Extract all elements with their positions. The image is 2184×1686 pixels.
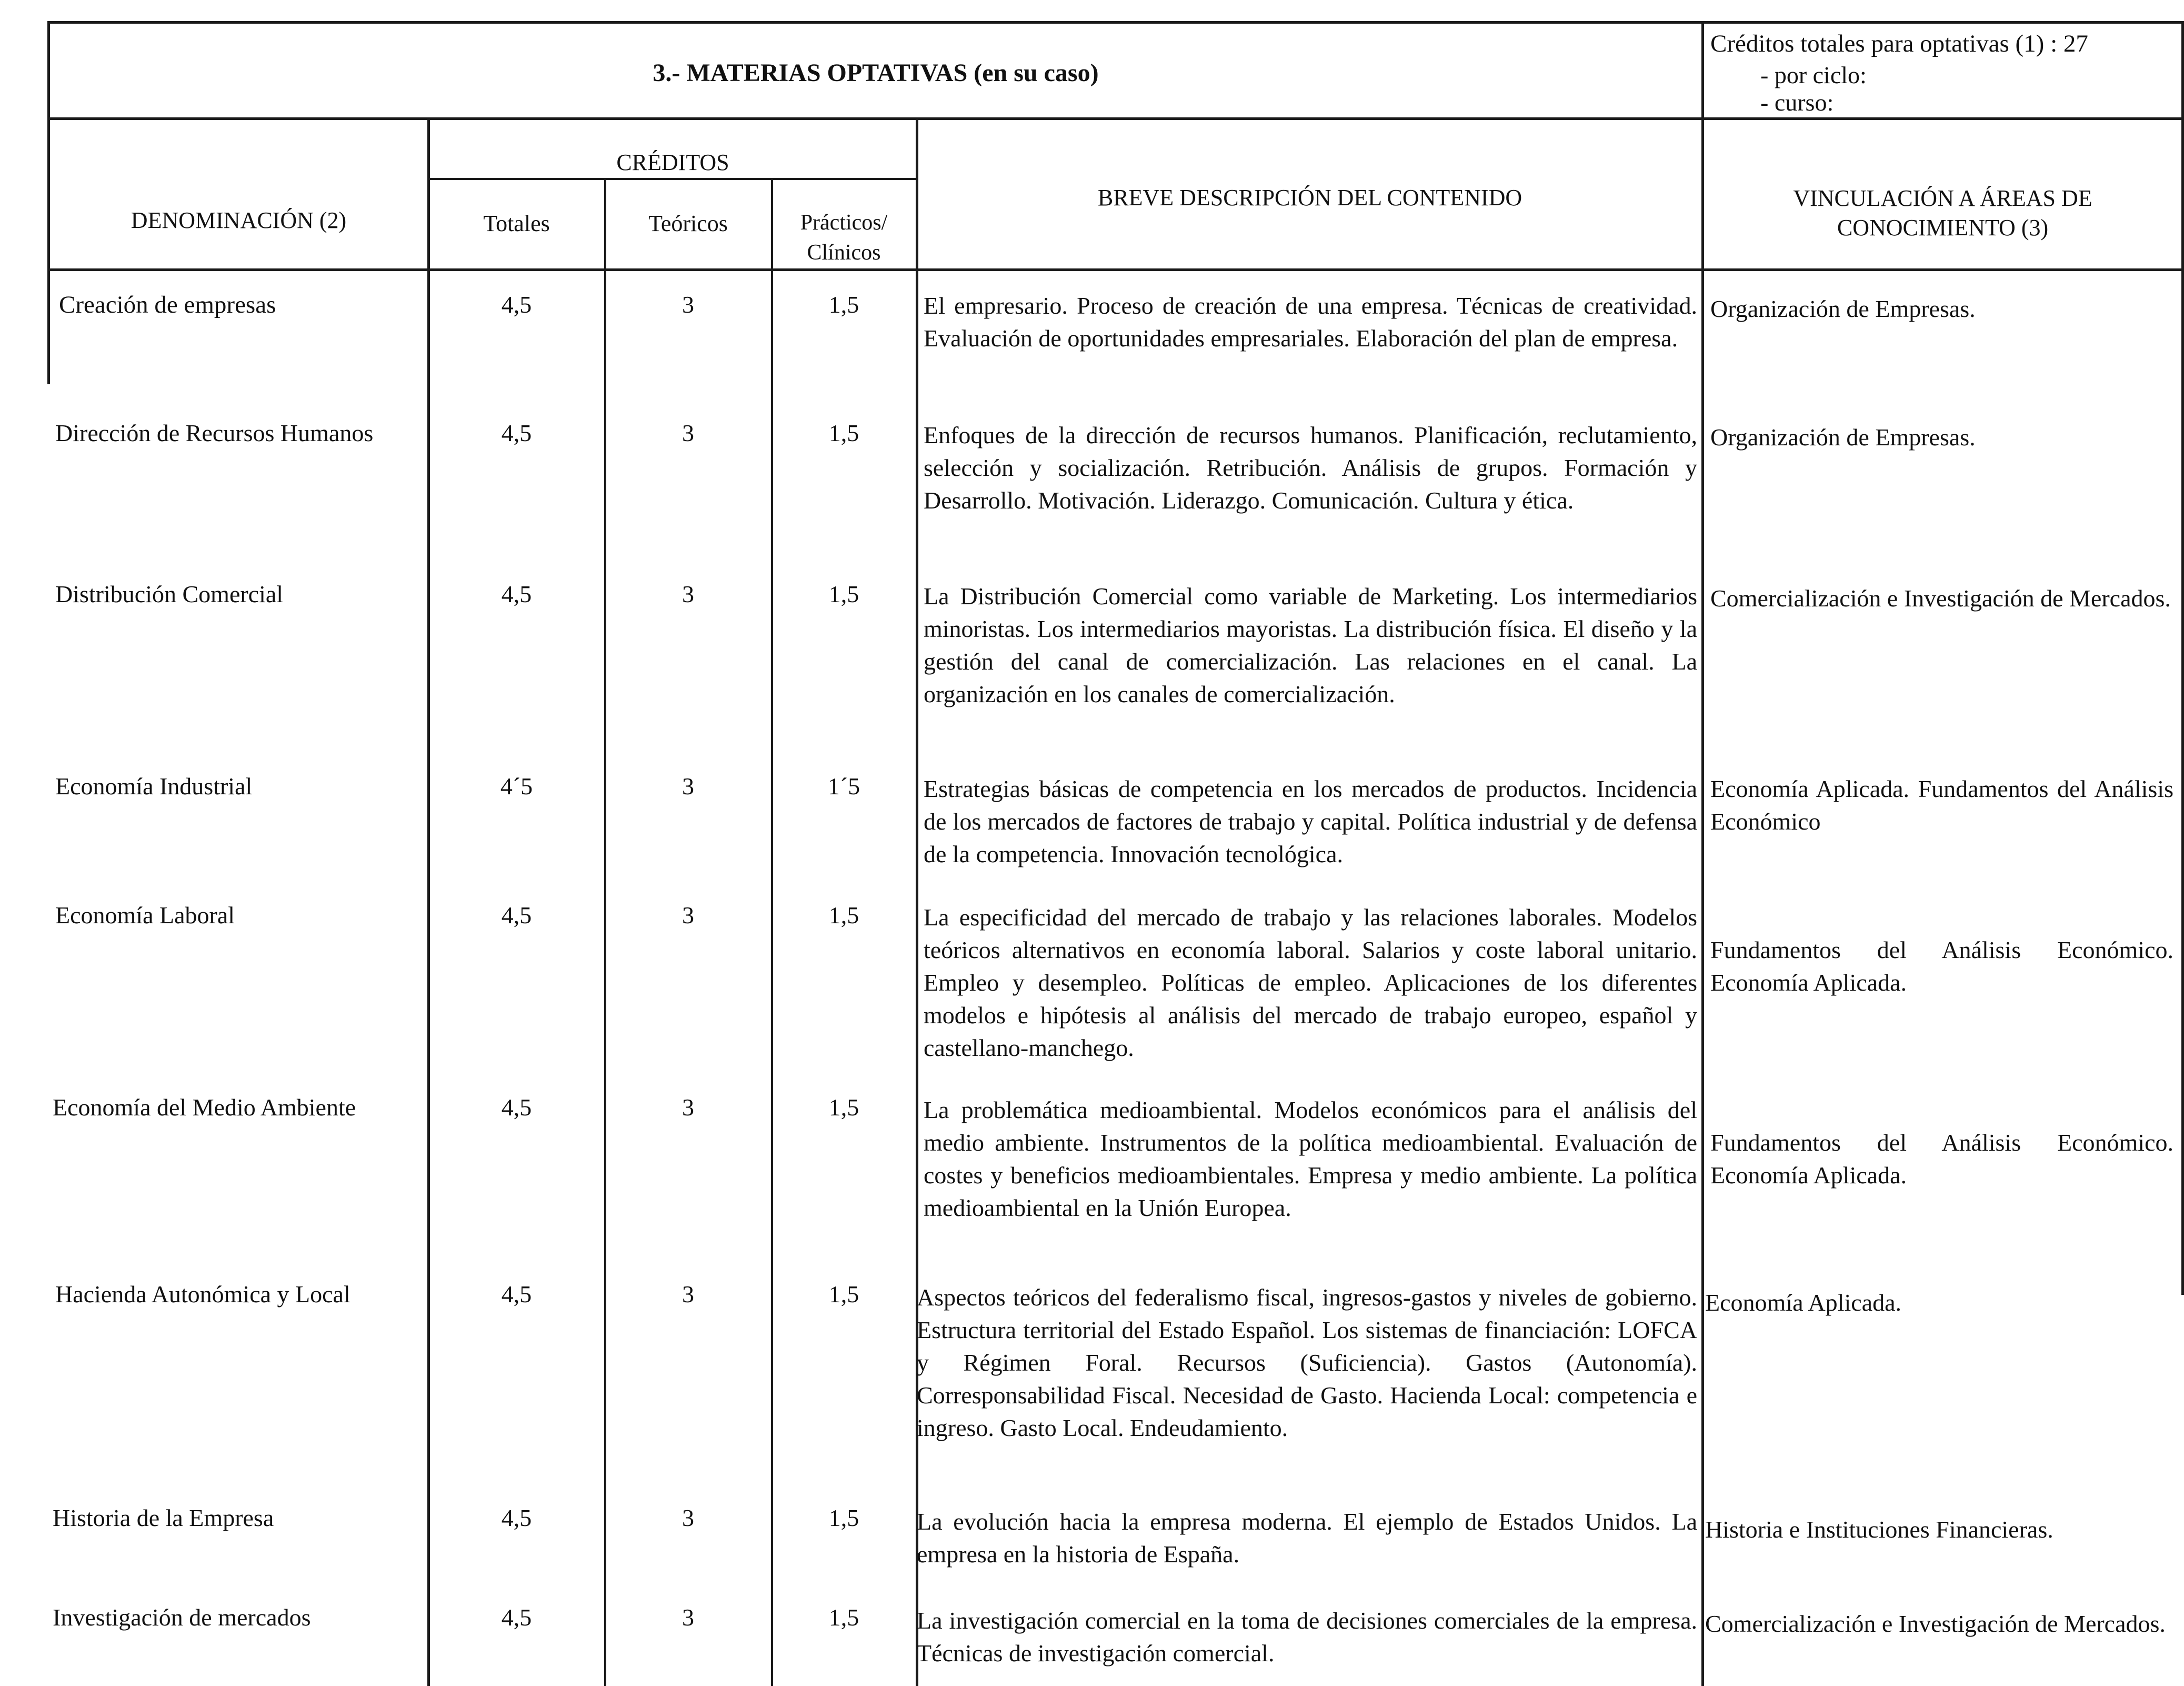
subject-name: Creación de empresas	[59, 291, 276, 318]
credits-theory: 3	[682, 291, 694, 318]
subject-name: Historia de la Empresa	[53, 1504, 274, 1531]
subject-name: Investigación de mercados	[53, 1604, 311, 1631]
column-header-areas: VINCULACIÓN A ÁREAS DE	[1793, 185, 2092, 211]
credits-practical: 1,5	[828, 902, 859, 929]
total-optional-credits: Créditos totales para optativas (1) : 27	[1710, 30, 2088, 57]
knowledge-areas: Historia e Instituciones Financieras.	[1705, 1516, 2053, 1543]
subject-name: Economía del Medio Ambiente	[53, 1094, 356, 1121]
credits-theory: 3	[682, 1604, 694, 1631]
credits-practical: 1,5	[828, 291, 859, 318]
subject-description: Estrategias básicas de competencia en los mercados de productos. Incidencia de los mercados de factores de trabajo y capital. Política industrial y de defensa de la competencia. Innovación tecnológica.	[924, 775, 1697, 867]
credits-practical: 1,5	[828, 1604, 859, 1631]
column-header-clinical: Clínicos	[807, 241, 881, 265]
subject-name: Economía Industrial	[55, 773, 253, 800]
credits-per-cycle: - por ciclo:	[1760, 62, 1867, 88]
section-title: 3.- MATERIAS OPTATIVAS (en su caso)	[653, 59, 1099, 87]
credits-totals: 4,5	[501, 581, 532, 607]
column-header-bottom	[47, 268, 2184, 271]
column-header-areas-2: CONOCIMIENTO (3)	[1837, 215, 2049, 241]
subject-description: La especificidad del mercado de trabajo y las relaciones laborales. Modelos teóricos alternativos en economía laboral. Salarios y coste laboral unitario. Empleo y desempleo. Políticas de empleo. Aplicaciones de los diferentes modelos e hipótesis al análisis del mercado de trabajo europeo, español y castellano-manchego.	[924, 904, 1697, 1061]
knowledge-areas: Economía Aplicada. Fundamentos del Análisis Económico	[1710, 775, 2173, 835]
credits-totals: 4,5	[501, 1094, 532, 1121]
knowledge-areas: Organización de Empresas.	[1710, 295, 1976, 322]
credits-theory: 3	[682, 1281, 694, 1308]
column-header-credits: CRÉDITOS	[616, 149, 729, 175]
credits-theory: 3	[682, 1504, 694, 1531]
knowledge-areas: Comercialización e Investigación de Mercados.	[1710, 585, 2171, 612]
totals-column-border	[604, 178, 606, 1686]
subject-description: El empresario. Proceso de creación de una empresa. Técnicas de creatividad. Evaluación de oportunidades empresariales. Elaboración del plan de empresa.	[924, 292, 1697, 352]
knowledge-areas: Organización de Empresas.	[1710, 424, 1976, 451]
knowledge-areas: Fundamentos del Análisis Económico. Economía Aplicada.	[1710, 936, 2173, 996]
credits-theory: 3	[682, 581, 694, 607]
credits-theory: 3	[682, 1094, 694, 1121]
subject-name: Dirección de Recursos Humanos	[55, 420, 374, 446]
knowledge-areas: Fundamentos del Análisis Económico. Economía Aplicada.	[1710, 1129, 2173, 1189]
subject-description: Enfoques de la dirección de recursos humanos. Planificación, reclutamiento, selección y socialización. Retribución. Análisis de grupos. Formación y Desarrollo. Motivación. Liderazgo. Comunicación. Cultura y ética.	[924, 422, 1697, 514]
areas-column-border	[1701, 21, 1704, 1686]
credits-theory: 3	[682, 773, 694, 800]
column-header-name: DENOMINACIÓN (2)	[131, 207, 347, 233]
theory-column-border	[771, 178, 773, 1686]
credits-theory: 3	[682, 902, 694, 929]
subject-description: Aspectos teóricos del federalismo fiscal, ingresos-gastos y niveles de gobierno. Estructura territorial del Estado Español. Los sistemas de financiación: LOFCA y Régimen Foral. Recursos (Suficiencia). Gastos (Autonomía). Corresponsabilidad Fiscal. Necesidad de Gasto. Hacienda Local: competencia e ingreso. Gasto Local. Endeudamiento.	[917, 1284, 1697, 1441]
subject-name: Distribución Comercial	[55, 581, 284, 607]
credits-totals: 4,5	[501, 902, 532, 929]
credits-totals: 4,5	[501, 420, 532, 446]
table-top-border	[47, 21, 2184, 24]
credits-per-course: - curso:	[1760, 89, 1834, 116]
credits-practical: 1,5	[828, 420, 859, 446]
credits-practical: 1,5	[828, 1281, 859, 1308]
credits-practical: 1´5	[827, 773, 860, 800]
column-header-description: BREVE DESCRIPCIÓN DEL CONTENIDO	[1097, 185, 1522, 211]
header-divider	[47, 117, 2184, 120]
column-header-theory: Teóricos	[648, 211, 728, 236]
subject-name: Hacienda Autonómica y Local	[55, 1281, 350, 1308]
credits-practical: 1,5	[828, 581, 859, 607]
knowledge-areas: Comercialización e Investigación de Mercados.	[1705, 1610, 2166, 1637]
credits-totals: 4´5	[500, 773, 533, 800]
subject-description: La investigación comercial en la toma de decisiones comerciales de la empresa. Técnicas de investigación comercial.	[917, 1607, 1697, 1667]
subject-name: Economía Laboral	[55, 902, 235, 929]
subject-description: La Distribución Comercial como variable de Marketing. Los intermediarios minoristas. Los intermediarios mayoristas. La distribución física. El diseño y la gestión del canal de comercialización. Las relaciones en el canal. La organización en los canales de comercialización.	[924, 583, 1697, 707]
column-header-totals: Totales	[483, 211, 550, 236]
description-column-border	[916, 120, 918, 1686]
credits-totals: 4,5	[501, 1281, 532, 1308]
column-header-practical: Prácticos/	[800, 211, 888, 235]
credits-practical: 1,5	[828, 1094, 859, 1121]
credits-theory: 3	[682, 420, 694, 446]
subject-description: La problemática medioambiental. Modelos económicos para el análisis del medio ambiente. Instrumentos de la política medioambiental. Evaluación de costes y beneficios medioambientales. Empresa y medio ambiente. La política medioambiental en la Unión Europea.	[924, 1096, 1697, 1221]
credits-totals: 4,5	[501, 1604, 532, 1631]
table-right-border	[2181, 21, 2184, 1295]
knowledge-areas: Economía Aplicada.	[1705, 1289, 1901, 1316]
credits-totals: 4,5	[501, 291, 532, 318]
credits-totals: 4,5	[501, 1504, 532, 1531]
credits-practical: 1,5	[828, 1504, 859, 1531]
subject-description: La evolución hacia la empresa moderna. El ejemplo de Estados Unidos. La empresa en la historia de España.	[917, 1508, 1697, 1568]
